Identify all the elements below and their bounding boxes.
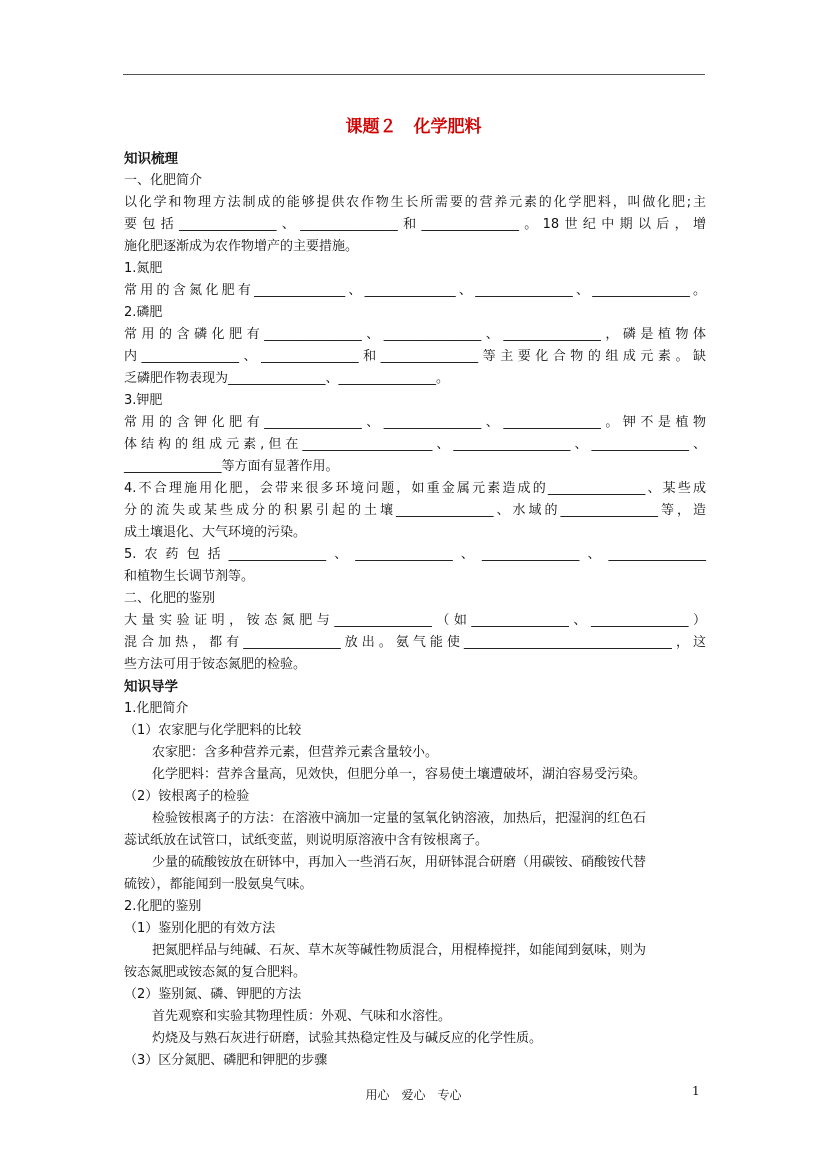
- text-line: 二、化肥的鉴别: [124, 591, 216, 606]
- text-line: 一、化肥简介: [124, 173, 203, 188]
- header-rule: [123, 74, 705, 75]
- text-line: 体结构的组成元素,但在____________________、__________________、_______________、: [124, 437, 706, 452]
- text-line: 把氮肥样品与纯碱、石灰、草木灰等碱性物质混合，用棍棒搅拌，如能闻到氨味，则为: [152, 943, 647, 958]
- text-line: 检验铵根离子的方法：在溶液中滴加一定量的氢氧化钠溶液，加热后，把湿润的红色石: [152, 811, 647, 826]
- text-line: 知识梳理: [124, 151, 178, 167]
- text-line: 1.化肥简介: [124, 701, 189, 716]
- text-line: 灼烧及与熟石灰进行研磨，试验其热稳定性及与碱反应的化学性质。: [152, 1031, 543, 1046]
- page-title: 课题２ 化学肥料: [345, 117, 482, 137]
- text-line: _______________等方面有显著作用。: [124, 459, 339, 474]
- text-line: 和植物生长调节剂等。: [124, 569, 255, 584]
- text-line: 知识导学: [124, 679, 178, 695]
- text-line: 农家肥：含多种营养元素，但营养元素含量较小。: [152, 745, 439, 760]
- text-line: 分的流失或某些成分的积累引起的土壤_______________、水域的_______________等，造: [124, 503, 706, 518]
- text-line: （1）农家肥与化学肥料的比较: [124, 723, 302, 738]
- text-line: 混合加热，都有_______________放出。氨气能使________________________________，这: [124, 635, 706, 650]
- text-line: 2.磷肥: [124, 305, 163, 320]
- document-body: [124, 148, 706, 1072]
- text-line: 蕊试纸放在试管口，试纸变蓝，则说明原溶液中含有铵根离子。: [124, 833, 489, 848]
- text-line: 3.钾肥: [124, 393, 163, 408]
- text-line: 施化肥逐渐成为农作物增产的主要措施。: [124, 239, 359, 254]
- text-line: 铵态氮肥或铵态氮的复合肥料。: [124, 965, 307, 980]
- text-line: 少量的硫酸铵放在研钵中，再加入一些消石灰，用研钵混合研磨（用碳铵、硝酸铵代替: [152, 855, 647, 870]
- text-line: 首先观察和实验其物理性质：外观、气味和水溶性。: [152, 1009, 452, 1024]
- text-line: 常用的含氮化肥有______________、______________、_______________、_______________。: [124, 283, 706, 298]
- text-line: （2）鉴别氮、磷、钾肥的方法: [124, 987, 302, 1002]
- text-line: 化学肥料：营养含量高，见效快，但肥分单一，容易使土壤遭破坏，湖泊容易受污染。: [152, 767, 647, 782]
- text-line: 2.化肥的鉴别: [124, 899, 202, 914]
- text-line: 些方法可用于铵态氮肥的检验。: [124, 657, 307, 672]
- text-line: 内_______________、_______________和_______________等主要化合物的组成元素。缺: [124, 349, 706, 364]
- text-line: 大量实验证明，铵态氮肥与_______________（如_______________、_______________）: [124, 613, 706, 628]
- text-line: 常用的含钾化肥有_______________、_______________、_______________。钾不是植物: [124, 415, 706, 430]
- text-line: （1）鉴别化肥的有效方法: [124, 921, 276, 936]
- text-line: （3）区分氮肥、磷肥和钾肥的步骤: [124, 1053, 328, 1068]
- text-line: 5.农药包括_______________、_______________、_______________、_______________: [124, 547, 706, 562]
- text-line: 4.不合理施用化肥，会带来很多环境问题，如重金属元素造成的_______________、某些成: [124, 481, 706, 496]
- page-number: 1: [692, 1084, 700, 1098]
- text-line: 硫铵），都能闻到一股氨臭气味。: [124, 877, 313, 892]
- text-line: （2）铵根离子的检验: [124, 789, 250, 804]
- text-line: 要包括_______________、_______________和_______________。18世纪中期以后，增: [124, 217, 706, 232]
- footer-text: 用心 爱心 专心: [365, 1088, 462, 1102]
- text-line: 常用的含磷化肥有_______________、_______________、_______________，磷是植物体: [124, 327, 706, 342]
- text-line: 以化学和物理方法制成的能够提供农作物生长所需要的营养元素的化学肥料，叫做化肥;主: [124, 195, 706, 210]
- text-line: 乏磷肥作物表现为_______________、_______________。: [124, 371, 450, 386]
- text-line: 成土壤退化、大气环境的污染。: [124, 525, 307, 540]
- text-line: 1.氮肥: [124, 261, 163, 276]
